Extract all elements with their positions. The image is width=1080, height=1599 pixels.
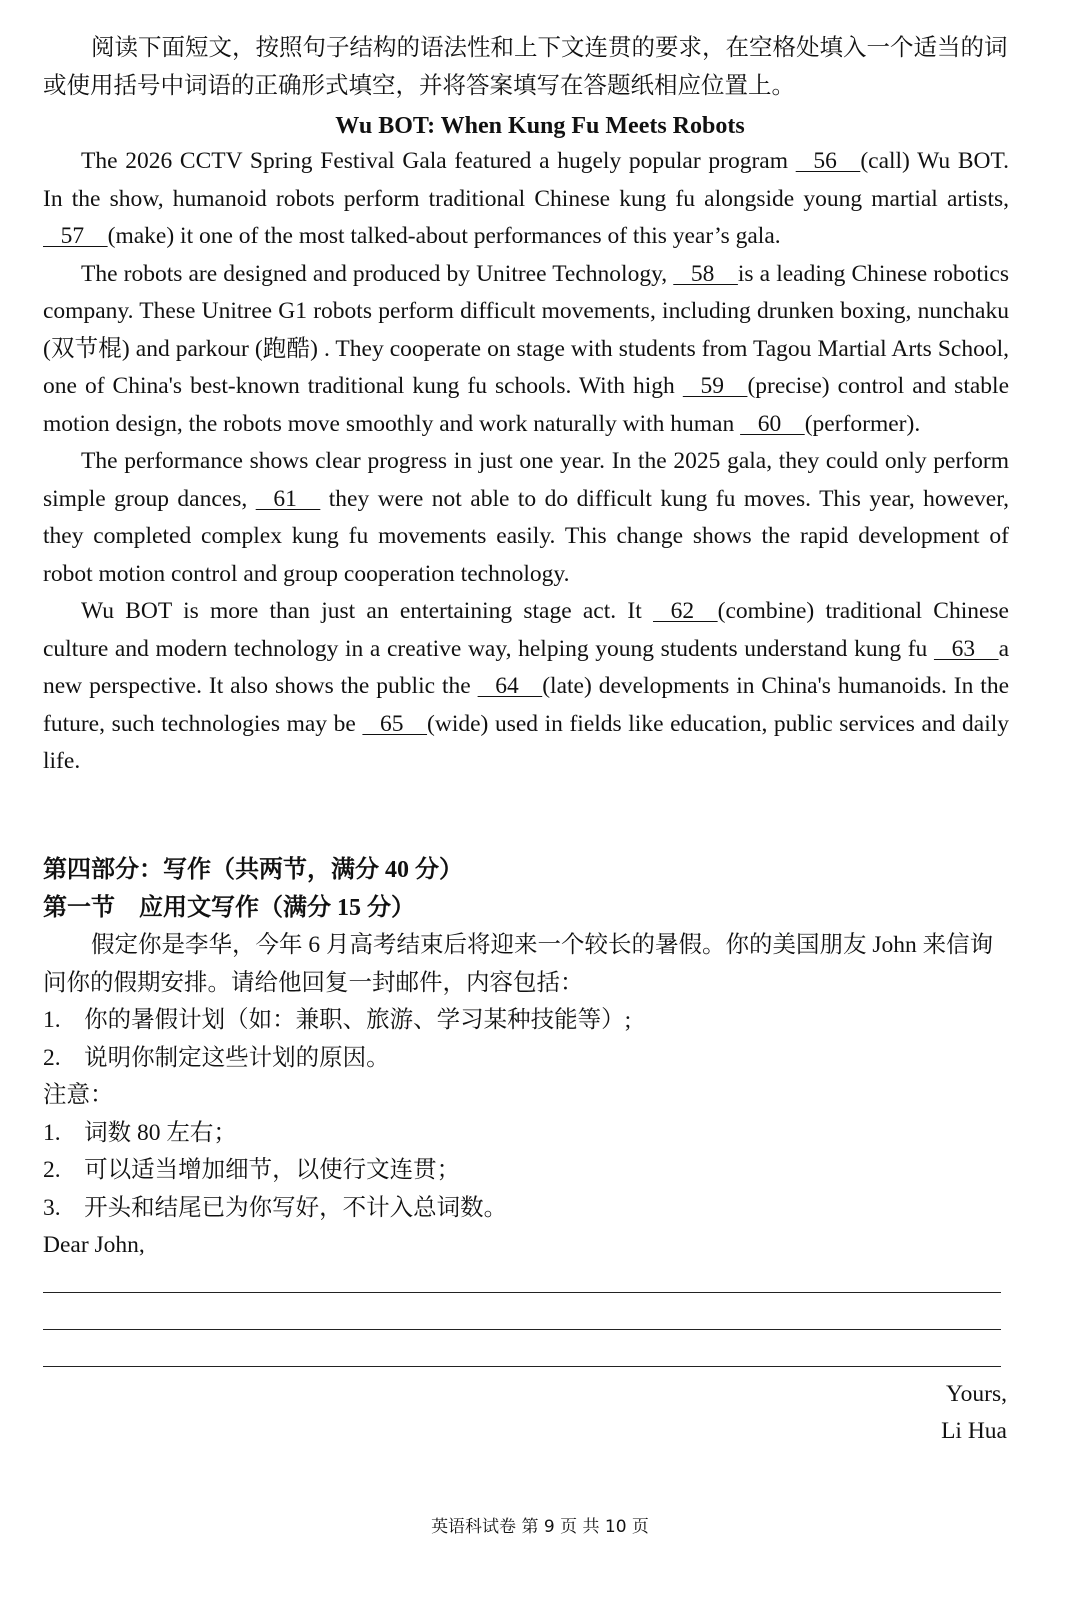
passage-text: (precise) control and stable motion design, the robots move smoothly and work naturally with human xyxy=(43,373,1009,437)
passage-text: (performer). xyxy=(804,410,921,437)
blank-62[interactable]: 62 xyxy=(653,598,718,624)
blank-56[interactable]: 56 xyxy=(795,148,861,174)
note-item: 1. 词数 80 左右； xyxy=(43,1119,237,1146)
blank-60[interactable]: 60 xyxy=(740,410,805,437)
passage-text: (wide) used in fields like education, public services and daily life. xyxy=(43,710,1009,774)
blank-58[interactable]: 58 xyxy=(673,260,738,287)
passage xyxy=(43,143,1009,781)
note-item: 2. 可以适当增加细节，以使行文连贯； xyxy=(43,1157,461,1183)
passage-text: The 2026 CCTV Spring Festival Gala featured a hugely popular program xyxy=(81,148,796,174)
page-footer: 英语科试卷 第 9 页 共 10 页 xyxy=(431,1517,649,1537)
passage-text: (late) developments in China's humanoids. In the future, such technologies may be xyxy=(43,673,1009,737)
instruction-text: 阅读下面短文，按照句子结构的语法性和上下文连贯的要求，在空格处填入一个适当的词或使用括号中词语的正确形式填空，并将答案填写在答题纸相应位置上。 xyxy=(43,35,1008,99)
instruction-block xyxy=(43,30,1009,105)
passage-text: (make) it one of the most talked-about performances of this year’s gala. xyxy=(107,223,781,249)
signature: Li Hua xyxy=(941,1418,1007,1444)
passage-text: (call) Wu BOT. In the show, humanoid robots perform traditional Chinese kung fu alongside young martial artists, xyxy=(43,148,1009,212)
note-item: 3. 开头和结尾已为你写好，不计入总词数。 xyxy=(43,1194,508,1221)
blank-63[interactable]: 63 xyxy=(933,635,999,662)
writing-section xyxy=(43,852,1009,1265)
passage-text: Wu BOT is more than just an entertaining stage act. It xyxy=(81,598,653,624)
paragraph xyxy=(43,443,1009,593)
blank-61[interactable]: 61 xyxy=(255,485,321,512)
passage-title: Wu BOT: When Kung Fu Meets Robots xyxy=(335,113,745,139)
answer-line[interactable] xyxy=(43,1329,1001,1330)
salutation: Dear John, xyxy=(43,1232,145,1258)
paragraph xyxy=(43,143,1009,256)
paragraph xyxy=(43,256,1009,444)
closing: Yours, xyxy=(946,1381,1007,1407)
section-heading: 第一节 应用文写作（满分 15 分） xyxy=(43,894,415,921)
passage-text: (combine) traditional Chinese culture and modern technology in a creative way, helping young students understand kung fu xyxy=(43,598,1009,662)
passage-text: is a leading Chinese robotics company. These Unitree G1 robots perform difficult movements, including drunken boxing, nunchaku (双节棍) and parkour (跑酷) . They cooperate on stage with students from Tagou Martial Arts School, one of China's best-known traditional kung fu schools. With high xyxy=(43,260,1009,399)
notes-label: 注意： xyxy=(43,1082,114,1108)
paragraph xyxy=(43,593,1009,781)
passage-text: The performance shows clear progress in just one year. In the 2025 gala, they could only perform simple group dances, xyxy=(43,448,1009,512)
answer-line[interactable] xyxy=(43,1366,1001,1367)
writing-prompt: 假定你是李华，今年 6 月高考结束后将迎来一个较长的暑假。你的美国朋友 John 来信询问你的假期安排。请给他回复一封邮件，内容包括： xyxy=(43,932,994,996)
part-heading: 第四部分：写作（共两节，满分 40 分） xyxy=(43,857,463,883)
passage-text: a new perspective. It also shows the public the xyxy=(43,635,1009,699)
passage-text: they were not able to do difficult kung fu moves. This year, however, they completed complex kung fu movements easily. This change shows the rapid development of robot motion control and group cooperation technology. xyxy=(43,485,1009,587)
prompt-point: 1. 你的暑假计划（如：兼职、旅游、学习某种技能等）; xyxy=(43,1007,632,1033)
blank-57[interactable]: 57 xyxy=(43,223,108,249)
prompt-point: 2. 说明你制定这些计划的原因。 xyxy=(43,1044,390,1071)
blank-65[interactable]: 65 xyxy=(362,710,428,737)
blank-59[interactable]: 59 xyxy=(682,373,748,399)
passage-text: The robots are designed and produced by Unitree Technology, xyxy=(81,260,674,287)
blank-64[interactable]: 64 xyxy=(477,673,543,699)
answer-line[interactable] xyxy=(43,1292,1001,1293)
